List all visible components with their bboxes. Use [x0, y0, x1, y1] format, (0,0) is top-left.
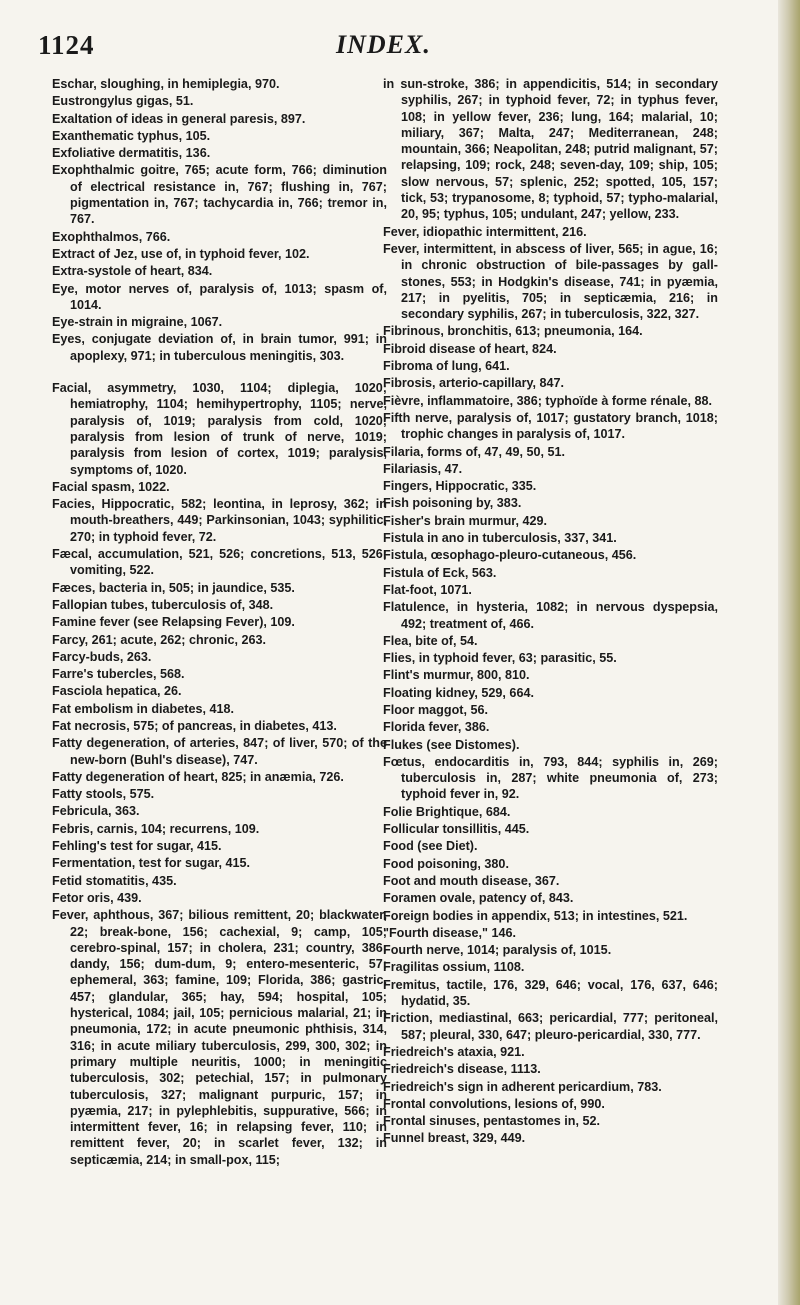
index-entry: Flint's murmur, 800, 810. [383, 668, 530, 683]
index-entry: Fetor oris, 439. [52, 890, 142, 905]
index-entry: Fièvre, inflammatoire, 386; typhoïde à forme rénale, 88. [383, 393, 712, 408]
index-entry: Filariasis, 47. [383, 461, 463, 476]
index-entry: Food (see Diet). [383, 839, 478, 854]
index-entry: Funnel breast, 329, 449. [383, 1131, 526, 1146]
index-entry: Folie Brightique, 684. [383, 804, 511, 819]
index-entry: Fever, idiopathic intermittent, 216. [383, 224, 587, 239]
index-entry: Fish poisoning by, 383. [383, 496, 522, 511]
index-entry: Exfoliative dermatitis, 136. [52, 146, 211, 161]
index-entry: Exanthematic typhus, 105. [52, 128, 211, 143]
index-entry: Foramen ovale, patency of, 843. [383, 891, 574, 906]
index-entry: Febricula, 363. [52, 804, 140, 819]
index-entry: Fragilitas ossium, 1108. [383, 960, 525, 975]
index-entry: Fibroid disease of heart, 824. [383, 341, 557, 356]
page-header [38, 30, 768, 64]
index-entry: Fetid stomatitis, 435. [52, 873, 177, 888]
index-entry: Fever, intermittent, in abscess of liver, 565; in ague, 16; in chronic obstruction of bile-passages by gall-stones, 553; in Hodgkin's disease, 741; in pyæmia, 217; in pyelitis, 705; in septicæmia, 216; in secondary syphilis, 267; in tuberculosis, 322, 327. [383, 241, 718, 322]
index-entry: Friedreich's sign in adherent pericardium, 783. [383, 1079, 662, 1094]
index-entry: Eschar, sloughing, in hemiplegia, 970. [52, 77, 280, 91]
index-entry: Fremitus, tactile, 176, 329, 646; vocal, 176, 637, 646; hydatid, 35. [383, 977, 718, 1009]
index-entry: Florida fever, 386. [383, 720, 490, 735]
index-entry: Flat-foot, 1071. [383, 582, 472, 597]
index-entry: Fistula of Eck, 563. [383, 565, 497, 580]
index-entry: Foreign bodies in appendix, 513; in intestines, 521. [383, 908, 688, 923]
index-entry: Fever, aphthous, 367; bilious remittent, 20; blackwater, 22; break-bone, 156; cachexial, 9; camp, 105; cerebro-spinal, 157; in cholera, 231; country, 386; dandy, 156; dum-dum, 9; entero-mesenteric, 57; ephemeral, 363; famine, 109; Florida, 386; gastric, 457; glandular, 365; hay, 594; hospital, 105; hysterical, 1084; jail, 105; pernicious malarial, 21; in pneumonia, 172; in acute pneumonic phthisis, 314, 316; in acute miliary tuberculosis, 299, 300, 302; in primary multiple neuritis, 1000; in meningitic tuberculosis, 302; petechial, 157; in pulmonary tuberculosis, 327; malignant purpuric, 157; in pyæmia, 217; in pylephlebitis, suppurative, 566; in intermittent fever, 16; in relapsing fever, 110; in remittent fever, 20; in scarlet fever, 132; in septicæmia, 214; in small-pox, 115; [52, 908, 387, 1167]
index-entry: Fisher's brain murmur, 429. [383, 513, 547, 528]
index-entry: Exophthalmic goitre, 765; acute form, 766; diminution of electrical resistance in, 767; flushing in, 767; pigmentation in, 767; tachycardia in, 766; tremor in, 767. [52, 163, 387, 227]
running-head: INDEX. [336, 30, 431, 59]
index-entry: Frontal convolutions, lesions of, 990. [383, 1096, 605, 1111]
index-entry: Exaltation of ideas in general paresis, 897. [52, 111, 306, 126]
index-entry: Fifth nerve, paralysis of, 1017; gustatory branch, 1018; trophic changes in paralysis of, 1017. [383, 410, 718, 442]
index-entry: Flea, bite of, 54. [383, 633, 478, 648]
index-entry: Fæcal, accumulation, 521, 526; concretions, 513, 526; vomiting, 522. [52, 547, 387, 578]
index-entry: Fasciola hepatica, 26. [52, 684, 182, 699]
index-entry: Facial spasm, 1022. [52, 479, 170, 494]
index-entry: Exophthalmos, 766. [52, 229, 171, 244]
index-entry: Fat embolism in diabetes, 418. [52, 701, 234, 716]
letter-section-gap [52, 365, 387, 380]
index-entry: Fehling's test for sugar, 415. [52, 839, 222, 854]
left-index-column [52, 76, 387, 1169]
index-entry: Floating kidney, 529, 664. [383, 685, 534, 700]
index-entry: Fat necrosis, 575; of pancreas, in diabetes, 413. [52, 718, 337, 733]
index-entry: Fibrinous, bronchitis, 613; pneumonia, 164. [383, 324, 643, 339]
index-entry: Frontal sinuses, pentastomes in, 52. [383, 1114, 600, 1129]
index-entry: in sun-stroke, 386; in appendicitis, 514; in secondary syphilis, 267; in typhoid fever, 72; in typhus fever, 108; in yellow fever, 236; lung, 164; malarial, 10; miliary, 367; Malta, 247; Mediterranean, 248; mountain, 366; Neapolitan, 248; putrid malignant, 57; relapsing, 109; rock, 248; seven-day, 109; ship, 105; slow nervous, 57; splenic, 252; spotted, 105, 157; tick, 53; trypanosome, 8; typhoid, 57; typho-malarial, 20, 95; typhus, 105; undulant, 247; yellow, 233. [383, 77, 718, 222]
index-entry: Flies, in typhoid fever, 63; parasitic, 55. [383, 651, 617, 666]
index-entry: Eustrongylus gigas, 51. [52, 94, 194, 109]
index-entry: Extra-systole of heart, 834. [52, 264, 213, 279]
index-entry: Eyes, conjugate deviation of, in brain tumor, 991; in apoplexy, 971; in tuberculous meningitis, 303. [52, 332, 387, 363]
right-index-column [383, 76, 718, 1148]
index-entry: Fermentation, test for sugar, 415. [52, 856, 251, 871]
index-entry: Follicular tonsillitis, 445. [383, 822, 530, 837]
index-entry: Filaria, forms of, 47, 49, 50, 51. [383, 444, 565, 459]
index-entry: Foot and mouth disease, 367. [383, 873, 560, 888]
index-entry: Fibroma of lung, 641. [383, 359, 510, 374]
page-edge-shadow [778, 0, 800, 1305]
index-entry: Food poisoning, 380. [383, 856, 509, 871]
index-entry: Fæces, bacteria in, 505; in jaundice, 535. [52, 580, 295, 595]
index-entry: Fallopian tubes, tuberculosis of, 348. [52, 597, 274, 612]
index-entry: Facies, Hippocratic, 582; leontina, in leprosy, 362; in mouth-breathers, 449; Parkinsonian, 1043; syphilitic, 270; in typhoid fever, 72. [52, 497, 387, 544]
index-entry: Flatulence, in hysteria, 1082; in nervous dyspepsia, 492; treatment of, 466. [383, 600, 718, 631]
index-entry: Floor maggot, 56. [383, 702, 488, 717]
index-entry: Farre's tubercles, 568. [52, 667, 185, 682]
index-entry: Fibrosis, arterio-capillary, 847. [383, 376, 565, 391]
index-entry: Fourth nerve, 1014; paralysis of, 1015. [383, 943, 612, 958]
index-entry: Fatty degeneration of heart, 825; in anæmia, 726. [52, 769, 344, 784]
index-entry: Eye, motor nerves of, paralysis of, 1013; spasm of, 1014. [52, 281, 387, 312]
index-entry: Farcy, 261; acute, 262; chronic, 263. [52, 632, 266, 647]
index-entry: Friedreich's disease, 1113. [383, 1062, 541, 1077]
index-entry: Famine fever (see Relapsing Fever), 109. [52, 615, 295, 630]
index-entry: "Fourth disease," 146. [383, 925, 517, 940]
index-entry: Extract of Jez, use of, in typhoid fever, 102. [52, 246, 310, 261]
index-entry: Friedreich's ataxia, 921. [383, 1044, 525, 1059]
page-number: 1124 [38, 30, 95, 60]
index-entry: Friction, mediastinal, 663; pericardial, 777; peritoneal, 587; pleural, 330, 647; pleuro-pericardial, 330, 777. [383, 1011, 718, 1042]
index-entry: Febris, carnis, 104; recurrens, 109. [52, 821, 260, 836]
index-entry: Farcy-buds, 263. [52, 649, 152, 664]
index-entry: Fœtus, endocarditis in, 793, 844; syphilis in, 269; tuberculosis in, 287; white pneumonia of, 273; typhoid fever in, 92. [383, 754, 718, 802]
index-entry: Facial, asymmetry, 1030, 1104; diplegia, 1020; hemiatrophy, 1104; hemihypertrophy, 1105; nerve, paralysis of, 1019; paralysis from cold, 1020; paralysis from lesion of trunk of nerve, 1019; paralysis from lesion of cortex, 1019; paralysis, symptoms of, 1020. [52, 381, 387, 477]
index-entry: Fatty degeneration, of arteries, 847; of liver, 570; of the new-born (Buhl's disease), 747. [52, 736, 387, 767]
index-entry: Fatty stools, 575. [52, 787, 155, 802]
index-entry: Fingers, Hippocratic, 335. [383, 479, 537, 494]
index-entry: Eye-strain in migraine, 1067. [52, 315, 223, 330]
index-entry: Flukes (see Distomes). [383, 737, 520, 752]
index-entry: Fistula in ano in tuberculosis, 337, 341. [383, 531, 617, 546]
index-entry: Fistula, œsophago-pleuro-cutaneous, 456. [383, 548, 637, 563]
